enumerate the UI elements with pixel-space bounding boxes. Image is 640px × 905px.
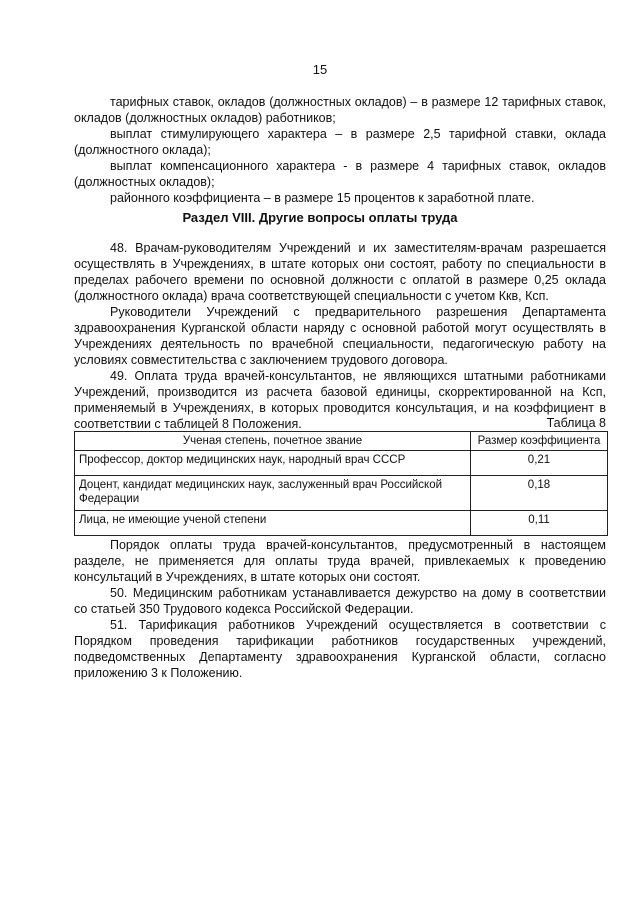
table-cell-value: 0,11 <box>471 511 608 536</box>
paragraph: районного коэффициента – в размере 15 процентов к заработной плате. <box>110 191 535 205</box>
table-header-cell: Ученая степень, почетное звание <box>75 432 471 451</box>
page-number: 15 <box>312 62 328 77</box>
table-header-row <box>75 432 608 451</box>
paragraph: 49. Оплата труда врачей-консультантов, не являющихся штатными работниками Учреждений, производится из расчета базовой единицы, скорректированной на Ксп, применяемый в Учреждениях, в которых проводится консультация, и на коэффициент в соответствии с таблицей 8 Положения. <box>74 369 606 431</box>
table-row <box>75 476 608 511</box>
paragraph: выплат компенсационного характера - в размере 4 тарифных ставок, окладов (должностных окладов); <box>74 159 606 189</box>
paragraph: 50. Медицинским работникам устанавливается дежурство на дому в соответствии со статьей 350 Трудового кодекса Российской Федерации. <box>74 586 606 616</box>
paragraph: 48. Врачам-руководителям Учреждений и их заместителям-врачам разрешается осуществлять в Учреждениях, в штате которых они состоят, работу по специальности в пределах рабочего времени по основной должности с оплатой в размере 0,25 оклада (должностного оклада) врача соответствующей специальности с учетом Ккв, Ксп. <box>74 241 606 303</box>
table-cell-value: 0,21 <box>471 451 608 476</box>
table-row <box>75 451 608 476</box>
table-header-cell: Размер коэффициента <box>471 432 608 451</box>
paragraph: Руководители Учреждений с предварительного разрешения Департамента здравоохранения Курганской области наряду с основной работой могут осуществлять в Учреждениях деятельность по врачебной специальности, педагогическую работу на условиях совместительства с заключением трудового договора. <box>74 305 606 367</box>
bottom-text-block <box>74 537 606 681</box>
table-cell-title: Профессор, доктор медицинских наук, народный врач СССР <box>75 451 471 476</box>
paragraph: 51. Тарификация работников Учреждений осуществляется в соответствии с Порядком проведения тарификации работников государственных учреждений, подведомственных Департаменту здравоохранения Курганской области, согласно приложению 3 к Положению. <box>74 618 606 680</box>
coefficient-table <box>74 431 608 536</box>
paragraph: тарифных ставок, окладов (должностных окладов) – в размере 12 тарифных ставок, окладов (должностных окладов) работников; <box>74 95 606 125</box>
top-text-block <box>74 94 606 206</box>
section-title: Раздел VIII. Другие вопросы оплаты труда <box>182 210 458 225</box>
table-caption: Таблица 8 <box>546 416 606 430</box>
paragraph: выплат стимулирующего характера – в размере 2,5 тарифной ставки, оклада (должностного оклада); <box>74 127 606 157</box>
table-row <box>75 511 608 536</box>
table-cell-title: Лица, не имеющие ученой степени <box>75 511 471 536</box>
table-cell-title: Доцент, кандидат медицинских наук, заслуженный врач Российской Федерации <box>75 476 471 511</box>
table-cell-value: 0,18 <box>471 476 608 511</box>
mid-text-block <box>74 240 606 432</box>
paragraph: Порядок оплаты труда врачей-консультантов, предусмотренный в настоящем разделе, не применяется для оплаты труда врачей, привлекаемых к проведению консультаций в Учреждениях, в штате которых они состоят. <box>74 538 606 584</box>
